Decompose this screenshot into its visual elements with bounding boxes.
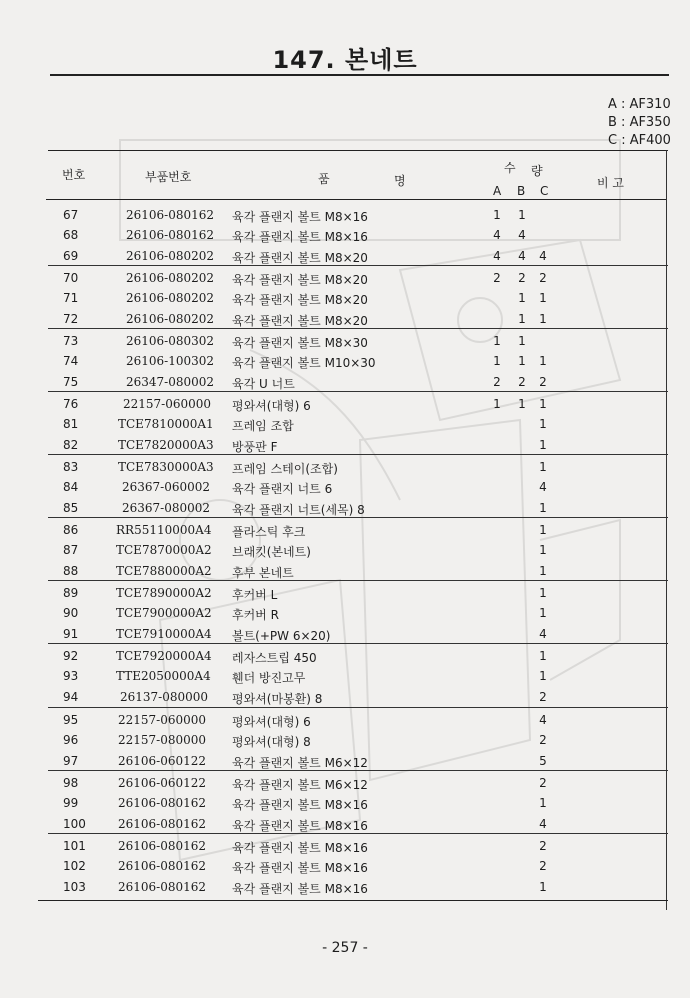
part-number: 26106-080202 <box>126 271 215 285</box>
group-separator <box>48 391 668 392</box>
part-name: 육각 플랜지 볼트 M10×30 <box>232 356 376 371</box>
qty-c: 5 <box>539 753 547 768</box>
part-number: 22157-080000 <box>118 733 207 748</box>
part-number: 26106-080302 <box>126 334 215 348</box>
part-item-number: 72 <box>63 311 79 326</box>
part-item-number: 71 <box>63 291 79 306</box>
part-item-number: 101 <box>63 839 86 853</box>
table-row <box>0 713 690 733</box>
qty-c: 1 <box>539 397 547 411</box>
model-legend <box>608 96 671 150</box>
part-name: 브래킷(본네트) <box>232 545 311 560</box>
qty-c: 4 <box>539 816 547 831</box>
legend-item-a: A : AF310 <box>608 97 671 112</box>
part-number: 26367-080002 <box>122 500 211 515</box>
group-separator <box>48 580 668 581</box>
table-row <box>0 606 690 626</box>
qty-a: 1 <box>493 208 501 222</box>
part-number: TCE7820000A3 <box>118 437 214 452</box>
qty-a: 2 <box>493 374 501 389</box>
part-number: 26106-080162 <box>118 879 207 894</box>
part-name: 레자스트립 450 <box>232 651 317 665</box>
part-number: 26106-060122 <box>118 776 207 790</box>
group-separator <box>48 833 668 834</box>
header-part-no: 부품번호 <box>145 170 192 184</box>
part-item-number: 103 <box>63 879 86 894</box>
qty-c: 2 <box>539 733 547 748</box>
qty-c: 4 <box>539 480 547 495</box>
part-name: 육각 플랜지 볼트 M8×16 <box>232 818 368 833</box>
part-name: 플라스틱 후크 <box>232 525 306 539</box>
qty-c: 2 <box>539 839 547 853</box>
header-col-b: B <box>517 184 526 198</box>
part-name: 육각 플랜지 볼트 M6×12 <box>232 755 368 770</box>
part-item-number: 88 <box>63 563 79 578</box>
page-number: - 257 - <box>322 940 368 956</box>
header-remarks: 비 고 <box>597 176 624 190</box>
part-item-number: 87 <box>63 543 79 558</box>
table-row <box>0 291 690 311</box>
qty-a: 1 <box>493 397 501 411</box>
qty-c: 1 <box>539 354 547 369</box>
table-row <box>0 776 690 796</box>
part-item-number: 95 <box>63 713 79 727</box>
part-item-number: 92 <box>63 649 79 663</box>
part-item-number: 83 <box>63 460 79 474</box>
part-name: 육각 플랜지 볼트 M8×16 <box>232 881 368 896</box>
table-row <box>0 649 690 669</box>
qty-b: 4 <box>518 248 526 263</box>
part-name: 평와셔(대형) 8 <box>232 735 311 750</box>
part-item-number: 89 <box>63 586 79 600</box>
qty-c: 1 <box>539 417 547 432</box>
table-row <box>0 228 690 248</box>
table-row <box>0 417 690 437</box>
part-number: 26106-080162 <box>118 839 207 853</box>
part-name: 볼트(+PW 6×20) <box>232 628 331 643</box>
qty-c: 1 <box>539 606 547 621</box>
part-number: 26106-080202 <box>126 248 215 263</box>
part-item-number: 91 <box>63 626 79 641</box>
qty-c: 1 <box>539 543 547 558</box>
part-name: 육각 플랜지 너트(세목) 8 <box>232 502 365 517</box>
part-name: 후커버 R <box>232 608 279 623</box>
part-item-number: 82 <box>63 437 79 452</box>
part-number: TCE7870000A2 <box>116 543 212 558</box>
qty-c: 1 <box>539 523 547 537</box>
qty-b: 1 <box>518 334 526 348</box>
table-row <box>0 354 690 374</box>
part-item-number: 94 <box>63 689 79 704</box>
part-item-number: 102 <box>63 859 86 874</box>
qty-c: 1 <box>539 311 547 326</box>
part-number: TCE7810000A1 <box>118 417 214 432</box>
qty-a: 1 <box>493 354 501 369</box>
part-name: 평와셔(마봉환) 8 <box>232 691 323 706</box>
part-item-number: 86 <box>63 523 79 537</box>
title-rule <box>50 74 669 76</box>
header-top-rule <box>48 150 668 151</box>
part-name: 육각 플랜지 볼트 M8×20 <box>232 273 368 287</box>
part-name: 육각 플랜지 볼트 M8×16 <box>232 841 368 855</box>
qty-c: 1 <box>539 649 547 663</box>
table-row <box>0 796 690 816</box>
table-row <box>0 733 690 753</box>
part-number: TCE7830000A3 <box>118 460 214 474</box>
qty-b: 1 <box>518 397 526 411</box>
part-name: 육각 플랜지 볼트 M8×30 <box>232 336 368 350</box>
part-item-number: 76 <box>63 397 79 411</box>
part-number: 26106-080162 <box>126 228 215 243</box>
qty-c: 4 <box>539 248 547 263</box>
part-name: 평와셔(대형) 6 <box>232 399 311 413</box>
part-name: 평와셔(대형) 6 <box>232 715 311 729</box>
table-bottom-rule <box>38 900 668 901</box>
table-row <box>0 208 690 228</box>
part-name: 육각 플랜지 볼트 M8×20 <box>232 293 368 308</box>
table-row <box>0 839 690 859</box>
qty-b: 1 <box>518 311 526 326</box>
part-number: TTE2050000A4 <box>116 669 211 684</box>
qty-b: 4 <box>518 228 526 243</box>
qty-c: 1 <box>539 879 547 894</box>
part-number: 26106-080162 <box>118 816 207 831</box>
group-separator <box>48 265 668 266</box>
part-name: 육각 플랜지 볼트 M8×16 <box>232 798 368 813</box>
header-no: 번호 <box>62 168 86 182</box>
part-item-number: 99 <box>63 796 79 811</box>
qty-b: 2 <box>518 374 526 389</box>
header-name-1: 품 <box>318 172 330 186</box>
part-number: 26106-080162 <box>126 208 215 222</box>
qty-c: 1 <box>539 291 547 306</box>
part-item-number: 97 <box>63 753 79 768</box>
table-row <box>0 523 690 543</box>
part-item-number: 70 <box>63 271 79 285</box>
qty-c: 2 <box>539 689 547 704</box>
part-number: 26106-080202 <box>126 311 215 326</box>
qty-c: 4 <box>539 626 547 641</box>
part-number: TCE7910000A4 <box>116 626 212 641</box>
part-number: 26367-060002 <box>122 480 211 495</box>
group-separator <box>48 707 668 708</box>
part-number: 22157-060000 <box>123 397 212 411</box>
part-name: 후커버 L <box>232 588 278 602</box>
header-name-2: 명 <box>394 174 406 188</box>
qty-b: 1 <box>518 291 526 306</box>
part-name: 프레임 조합 <box>232 419 294 434</box>
part-item-number: 69 <box>63 248 79 263</box>
page-title: 147. 본네트 <box>272 46 418 74</box>
part-number: 26106-080162 <box>118 796 207 811</box>
header-qty-2: 량 <box>531 164 543 178</box>
part-item-number: 74 <box>63 354 79 369</box>
part-number: 26106-060122 <box>118 753 207 768</box>
qty-c: 1 <box>539 460 547 474</box>
part-number: TCE7880000A2 <box>116 563 212 578</box>
qty-c: 2 <box>539 859 547 874</box>
part-number: 26347-080002 <box>126 374 215 389</box>
part-name: 육각 플랜지 너트 6 <box>232 482 333 497</box>
qty-b: 1 <box>518 354 526 369</box>
table-row <box>0 271 690 291</box>
part-name: 육각 플랜지 볼트 M8×16 <box>232 210 368 224</box>
table-row <box>0 859 690 879</box>
legend-item-b: B : AF350 <box>608 115 671 130</box>
qty-a: 2 <box>493 271 501 285</box>
part-item-number: 100 <box>63 816 86 831</box>
part-name: 육각 플랜지 볼트 M8×16 <box>232 230 368 245</box>
part-name: 후부 본네트 <box>232 565 294 580</box>
part-item-number: 81 <box>63 417 79 432</box>
part-number: 26106-080202 <box>126 291 215 306</box>
qty-c: 2 <box>539 271 547 285</box>
header-bottom-rule <box>46 199 666 200</box>
qty-a: 4 <box>493 248 501 263</box>
table-row <box>0 669 690 689</box>
qty-c: 4 <box>539 713 547 727</box>
table-row <box>0 543 690 563</box>
qty-c: 2 <box>539 776 547 790</box>
part-name: 육각 플랜지 볼트 M6×12 <box>232 778 368 792</box>
part-item-number: 85 <box>63 500 79 515</box>
part-item-number: 93 <box>63 669 79 684</box>
group-separator <box>48 454 668 455</box>
part-name: 휀더 방진고무 <box>232 671 306 686</box>
table-row <box>0 880 690 900</box>
part-item-number: 75 <box>63 374 79 389</box>
qty-c: 2 <box>539 374 547 389</box>
qty-a: 4 <box>493 228 501 243</box>
qty-c: 1 <box>539 586 547 600</box>
qty-b: 2 <box>518 271 526 285</box>
part-number: RR55110000A4 <box>116 523 212 537</box>
part-number: TCE7920000A4 <box>116 649 212 663</box>
qty-c: 1 <box>539 437 547 452</box>
part-number: 26106-100302 <box>126 354 215 369</box>
header-qty-1: 수 <box>504 161 516 175</box>
qty-b: 1 <box>518 208 526 222</box>
part-name: 프레임 스테이(조합) <box>232 462 338 476</box>
group-separator <box>48 328 668 329</box>
header-col-a: A <box>493 184 502 198</box>
qty-c: 1 <box>539 563 547 578</box>
part-number: 26137-080000 <box>120 689 209 704</box>
part-number: 22157-060000 <box>118 713 207 727</box>
table-row <box>0 334 690 354</box>
qty-c: 1 <box>539 669 547 684</box>
table-row <box>0 397 690 417</box>
part-name: 육각 플랜지 볼트 M8×20 <box>232 313 368 328</box>
part-item-number: 96 <box>63 733 79 748</box>
qty-a: 1 <box>493 334 501 348</box>
part-item-number: 68 <box>63 228 79 243</box>
qty-c: 1 <box>539 796 547 811</box>
part-item-number: 73 <box>63 334 79 348</box>
part-name: 육각 플랜지 볼트 M8×16 <box>232 861 368 876</box>
part-item-number: 84 <box>63 480 79 495</box>
part-name: 방풍판 F <box>232 439 278 454</box>
part-name: 육각 플랜지 볼트 M8×20 <box>232 250 368 265</box>
group-separator <box>48 517 668 518</box>
part-number: TCE7890000A2 <box>116 586 212 600</box>
table-row <box>0 460 690 480</box>
group-separator <box>48 770 668 771</box>
part-item-number: 67 <box>63 208 79 222</box>
qty-c: 1 <box>539 500 547 515</box>
part-item-number: 90 <box>63 606 79 621</box>
part-item-number: 98 <box>63 776 79 790</box>
header-col-c: C <box>540 184 549 198</box>
table-row <box>0 480 690 500</box>
legend-item-c: C : AF400 <box>608 133 671 148</box>
part-name: 육각 U 너트 <box>232 376 295 391</box>
group-separator <box>48 643 668 644</box>
part-number: 26106-080162 <box>118 859 207 874</box>
table-row <box>0 586 690 606</box>
part-number: TCE7900000A2 <box>116 606 212 621</box>
